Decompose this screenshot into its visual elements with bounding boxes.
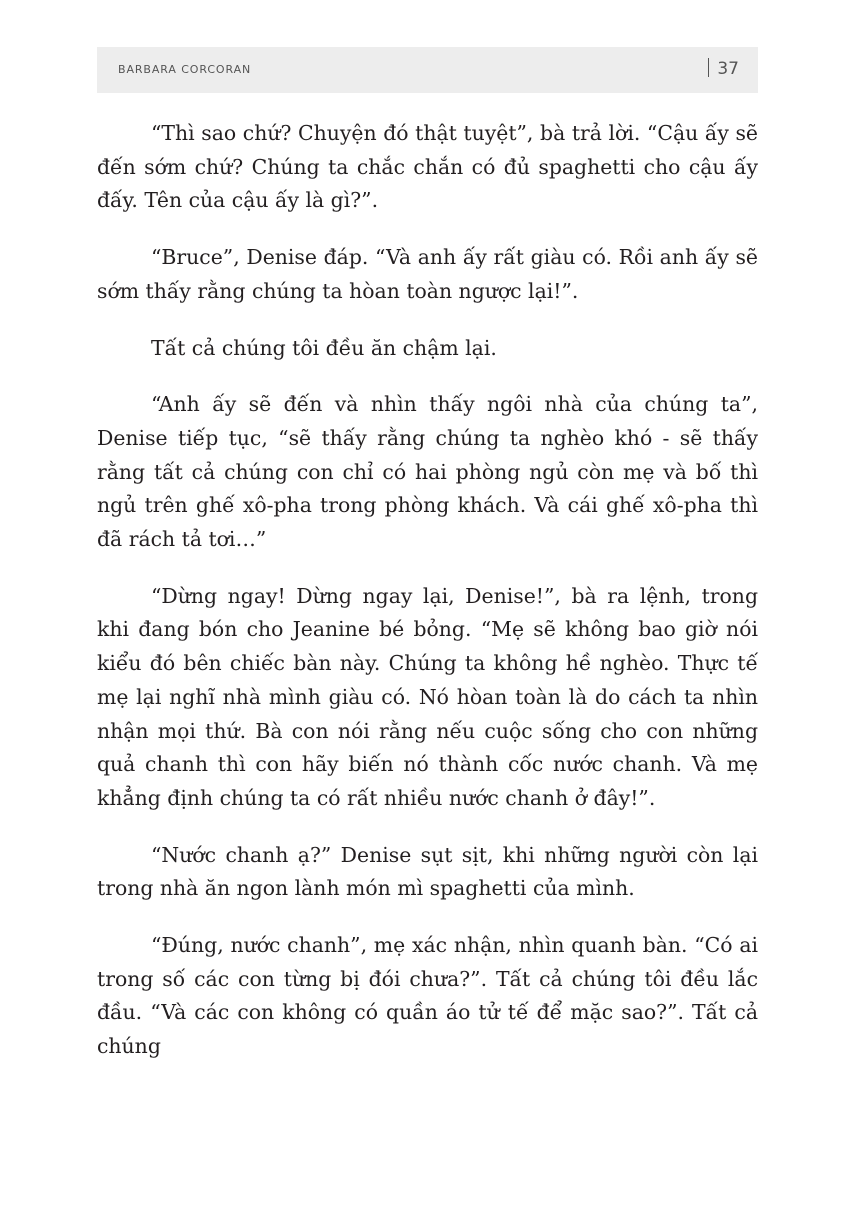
- paragraph: “Thì sao chứ? Chuyện đó thật tuyệt”, bà trả lời. “Cậu ấy sẽ đến sớm chứ? Chúng ta chắc chắn có đủ spaghetti cho cậu ấy đấy. Tên của cậu ấy là gì?”.: [97, 121, 758, 213]
- running-header-author: BARBARA CORCORAN: [118, 63, 252, 76]
- page-number: [708, 58, 739, 79]
- paragraph: “Đúng, nước chanh”, mẹ xác nhận, nhìn quanh bàn. “Có ai trong số các con từng bị đói chưa?”. Tất cả chúng tôi đều lắc đầu. “Và các con không có quần áo tử tế để mặc sao?”. Tất cả chúng: [97, 933, 758, 1059]
- running-header: [97, 47, 758, 93]
- body-text: [97, 117, 758, 1087]
- paragraph: “Nước chanh ạ?” Denise sụt sịt, khi những người còn lại trong nhà ăn ngon lành món mì spaghetti của mình.: [97, 842, 758, 901]
- paragraph: “Dừng ngay! Dừng ngay lại, Denise!”, bà ra lệnh, trong khi đang bón cho Jeanine bé bỏng. “Mẹ sẽ không bao giờ nói kiểu đó bên chiếc bàn này. Chúng ta không hề nghèo. Thực tế mẹ lại nghĩ nhà mình giàu có. Nó hòan toàn là do cách ta nhìn nhận mọi thứ. Bà con nói rằng nếu cuộc sống cho con những quả chanh thì con hãy biến nó thành cốc nước chanh. Và mẹ khẳng định chúng ta có rất nhiều nước chanh ở đây!”.: [97, 583, 758, 810]
- paragraph: Tất cả chúng tôi đều ăn chậm lại.: [151, 335, 497, 360]
- paragraph: “Bruce”, Denise đáp. “Và anh ấy rất giàu có. Rồi anh ấy sẽ sớm thấy rằng chúng ta hòan toàn ngược lại!”.: [97, 245, 758, 303]
- header-divider: [708, 58, 709, 77]
- paragraph: “Anh ấy sẽ đến và nhìn thấy ngôi nhà của chúng ta”, Denise tiếp tục, “sẽ thấy rằng chúng ta nghèo khó - sẽ thấy rằng tất cả chúng con chỉ có hai phòng ngủ còn mẹ và bố thì ngủ trên ghế xô-pha trong phòng khách. Và cái ghế xô-pha thì đã rách tả tơi…”: [97, 392, 758, 552]
- page-number-text: 37: [717, 59, 739, 79]
